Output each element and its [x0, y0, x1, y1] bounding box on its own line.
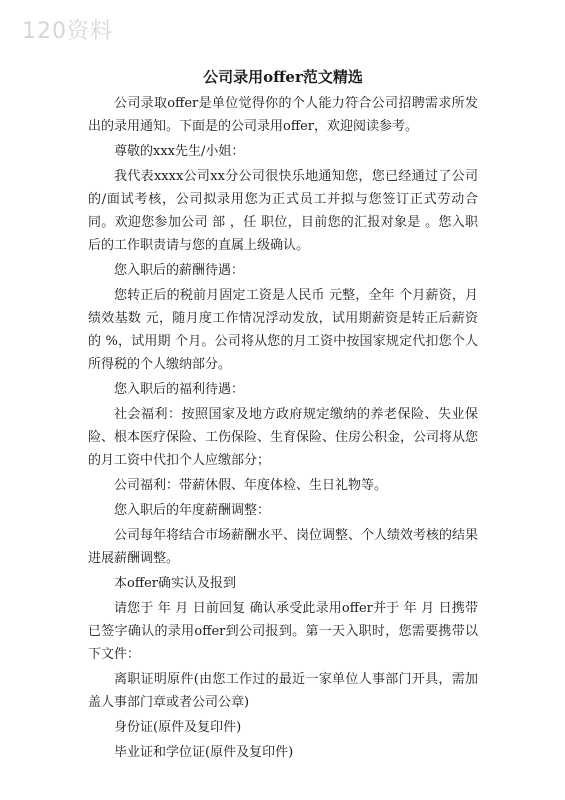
- annual-adjustment-paragraph: 公司每年将结合市场薪酬水平、岗位调整、个人绩效考核的结果进展薪酬调整。: [88, 528, 479, 566]
- document-title: 公司录用offer范文精选: [203, 68, 363, 86]
- document-body: [88, 66, 478, 764]
- document-item-diploma: 毕业证和学位证(原件及复印件): [114, 745, 294, 760]
- social-benefits-paragraph: 社会福利：按照国家及地方政府规定缴纳的养老保险、失业保险、根本医疗保险、工伤保险、生育保险、住房公积金，公司将从您的月工资中代扣个人应缴部分；: [88, 407, 479, 468]
- confirmation-paragraph: 请您于 年 月 日前回复 确认承受此录用offer并于 年 月 日携带已签字确认的录用offer到公司报到。第一天入职时，您需要携带以下文件：: [88, 601, 478, 662]
- annual-adjustment-heading: 您入职后的年度薪酬调整：: [114, 503, 271, 518]
- salary-paragraph: 您转正后的税前月固定工资是人民币 元整，全年 个月薪资，月绩效基数 元，随月度工作情况浮动发放，试用期薪资是转正后薪资的 %，试用期 个月。公司将从您的月工资中按国家规定代扣您个人所得税的个人缴纳部分。: [88, 288, 478, 372]
- intro-paragraph: 公司录取offer是单位觉得你的个人能力符合公司招聘需求所发出的录用通知。下面是的公司录用offer，欢迎阅读参考。: [88, 96, 478, 134]
- company-benefits-paragraph: 公司福利：带薪休假、年度体检、生日礼物等。: [114, 478, 388, 493]
- benefits-heading: 您入职后的福利待遇：: [114, 382, 245, 397]
- document-item-resignation: 离职证明原件(由您工作过的最近一家单位人事部门开具，需加盖人事部门章或者公司公章): [88, 672, 478, 710]
- document-item-id-card: 身份证(原件及复印件): [114, 720, 242, 735]
- watermark-logo: 120资料: [22, 19, 113, 44]
- salutation: 尊敬的xxx先生/小姐：: [114, 144, 245, 159]
- confirmation-heading: 本offer确实认及报到: [114, 576, 236, 591]
- salary-heading: 您入职后的薪酬待遇：: [114, 263, 245, 278]
- offer-paragraph: 我代表xxxx公司xx分公司很快乐地通知您，您已经通过了公司的/面试考核，公司拟录用您为正式员工并拟与您签订正式劳动合同。欢迎您参加公司 部 ，任 职位，目前您的汇报对象是 。您入职后的工作职责请与您的直属上级确认。: [88, 169, 478, 253]
